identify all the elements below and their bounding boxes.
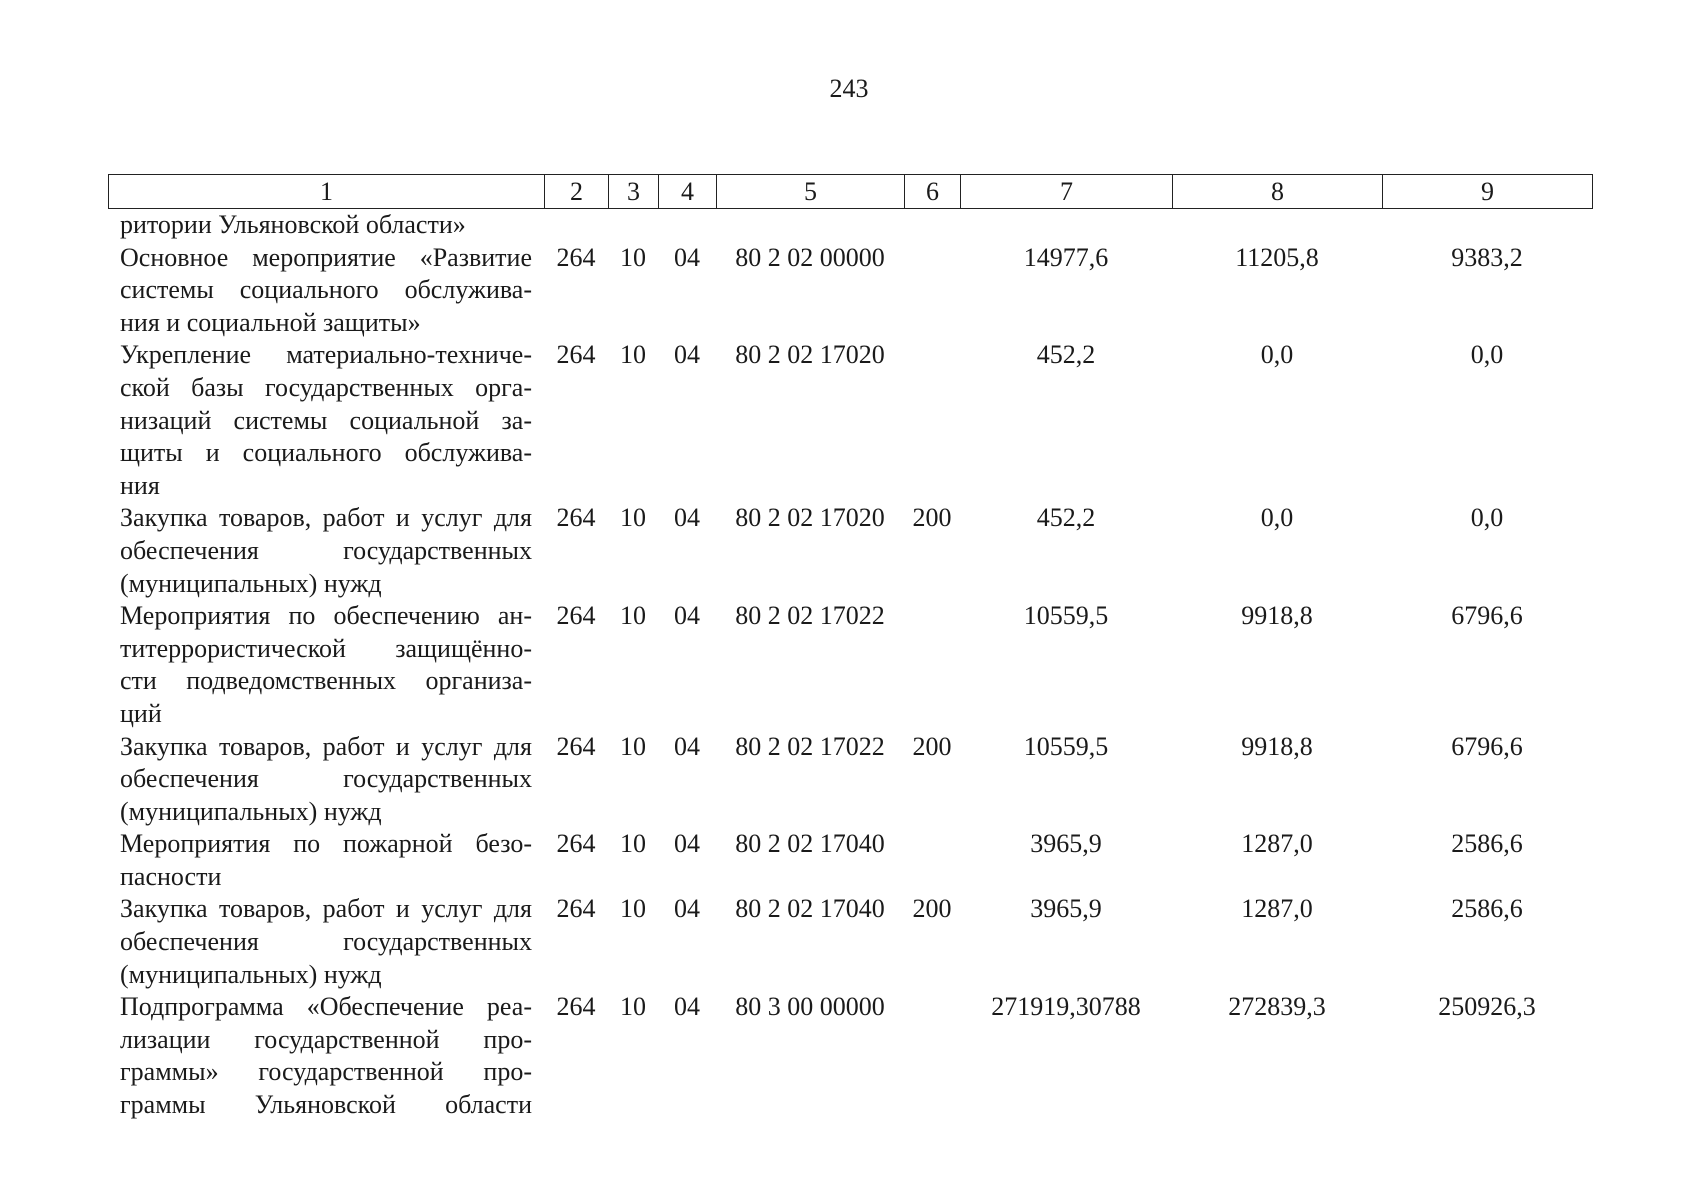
row-description — [108, 339, 544, 502]
cell-c7: 10559,5 — [1023, 601, 1109, 631]
cell-c2: 264 — [556, 242, 596, 272]
table-row — [108, 339, 1592, 502]
description-line: Мероприятия по обеспечению ан- — [120, 601, 532, 631]
column-header-6: 6 — [905, 175, 961, 209]
cell-c6: 200 — [912, 503, 952, 533]
cell-c3: 10 — [620, 242, 646, 272]
description-line: низаций системы социальной за- — [120, 405, 532, 435]
cell-c2: 264 — [556, 731, 596, 761]
column-header-8: 8 — [1173, 175, 1383, 209]
cell-c2: 264 — [556, 829, 596, 859]
cell-c7: 271919,30788 — [991, 992, 1141, 1022]
description-line: Закупка товаров, работ и услуг для — [120, 503, 532, 533]
column-header-3: 3 — [609, 175, 659, 209]
table-header — [108, 174, 1593, 209]
cell-c3: 10 — [620, 731, 646, 761]
cell-c7: 14977,6 — [1023, 242, 1109, 272]
cell-c8: 1287,0 — [1241, 894, 1313, 924]
description-line: обеспечения государственных — [120, 927, 532, 957]
cell-c5: 80 2 02 17040 — [735, 894, 885, 924]
cell-c4: 04 — [674, 601, 700, 631]
cell-c9: 2586,6 — [1451, 894, 1523, 924]
description-line: (муниципальных) нужд — [120, 796, 382, 826]
table-row — [108, 242, 1592, 340]
description-line: (муниципальных) нужд — [120, 568, 382, 598]
cell-c2: 264 — [556, 340, 596, 370]
cell-c5: 80 2 02 17022 — [735, 731, 885, 761]
description-line: граммы» государственной про- — [120, 1057, 532, 1087]
cell-c4: 04 — [674, 503, 700, 533]
row-description — [108, 991, 544, 1121]
cell-c8: 9918,8 — [1241, 601, 1313, 631]
cell-c5: 80 2 02 00000 — [735, 242, 885, 272]
cell-c3: 10 — [620, 503, 646, 533]
description-line: Закупка товаров, работ и услуг для — [120, 894, 532, 924]
description-line: обеспечения государственных — [120, 535, 532, 565]
description-line: ния — [120, 470, 160, 500]
cell-c4: 04 — [674, 992, 700, 1022]
description-line: ния и социальной защиты» — [120, 307, 421, 337]
cell-c9: 2586,6 — [1451, 829, 1523, 859]
table-row — [108, 209, 1592, 242]
cell-c7: 10559,5 — [1023, 731, 1109, 761]
description-line: титеррористической защищённо- — [120, 633, 532, 663]
cell-c7: 452,2 — [1036, 503, 1096, 533]
cell-c7: 452,2 — [1036, 340, 1096, 370]
cell-c4: 04 — [674, 731, 700, 761]
cell-c8: 0,0 — [1260, 503, 1294, 533]
cell-c5: 80 3 00 00000 — [735, 992, 885, 1022]
cell-c4: 04 — [674, 242, 700, 272]
description-line: Закупка товаров, работ и услуг для — [120, 731, 532, 761]
cell-c3: 10 — [620, 894, 646, 924]
cell-c6: 200 — [912, 894, 952, 924]
description-line: лизации государственной про- — [120, 1024, 532, 1054]
cell-c8: 0,0 — [1260, 340, 1294, 370]
row-description — [108, 893, 544, 991]
description-line: Мероприятия по пожарной безо- — [120, 829, 532, 859]
cell-c4: 04 — [674, 829, 700, 859]
column-header-5: 5 — [717, 175, 905, 209]
cell-c3: 10 — [620, 340, 646, 370]
cell-c2: 264 — [556, 992, 596, 1022]
row-description — [108, 600, 544, 730]
column-header-7: 7 — [961, 175, 1173, 209]
cell-c9: 0,0 — [1470, 503, 1504, 533]
cell-c7: 3965,9 — [1030, 829, 1102, 859]
cell-c3: 10 — [620, 601, 646, 631]
page-number: 243 — [829, 74, 869, 103]
description-line: граммы Ульяновской области — [120, 1090, 532, 1120]
column-header-1: 1 — [109, 175, 545, 209]
description-line: обеспечения государственных — [120, 764, 532, 794]
cell-c9: 6796,6 — [1451, 731, 1523, 761]
cell-c5: 80 2 02 17020 — [735, 503, 885, 533]
cell-c4: 04 — [674, 340, 700, 370]
cell-c2: 264 — [556, 894, 596, 924]
cell-c5: 80 2 02 17040 — [735, 829, 885, 859]
row-description — [108, 242, 544, 340]
description-line: системы социального обслужива- — [120, 275, 532, 305]
cell-c3: 10 — [620, 829, 646, 859]
cell-c2: 264 — [556, 503, 596, 533]
description-line: ций — [120, 698, 162, 728]
cell-c9: 250926,3 — [1438, 992, 1536, 1022]
description-line: Подпрограмма «Обеспечение реа- — [120, 992, 532, 1022]
cell-c8: 11205,8 — [1235, 242, 1319, 272]
cell-c9: 0,0 — [1470, 340, 1504, 370]
row-description — [108, 731, 544, 829]
table-row — [108, 600, 1592, 730]
table-row — [108, 828, 1592, 893]
table-row — [108, 991, 1592, 1121]
description-line: пасности — [120, 861, 222, 891]
column-header-2: 2 — [545, 175, 609, 209]
cell-c8: 272839,3 — [1228, 992, 1326, 1022]
cell-c9: 6796,6 — [1451, 601, 1523, 631]
table-row — [108, 502, 1592, 600]
table-body — [108, 209, 1592, 1122]
column-header-9: 9 — [1383, 175, 1593, 209]
table-row — [108, 731, 1592, 829]
cell-c6: 200 — [912, 731, 952, 761]
description-line: (муниципальных) нужд — [120, 959, 382, 989]
description-line: сти подведомственных организа- — [120, 666, 532, 696]
cell-c9: 9383,2 — [1451, 242, 1523, 272]
cell-c2: 264 — [556, 601, 596, 631]
row-description — [108, 828, 544, 893]
cell-c8: 1287,0 — [1241, 829, 1313, 859]
cell-c8: 9918,8 — [1241, 731, 1313, 761]
row-description — [108, 502, 544, 600]
cell-c5: 80 2 02 17020 — [735, 340, 885, 370]
description-line: Укрепление материально-техниче- — [120, 340, 532, 370]
row-description — [108, 209, 544, 242]
description-line: щиты и социального обслужива- — [120, 438, 532, 468]
table-row — [108, 893, 1592, 991]
description-line: ской базы государственных орга- — [120, 372, 532, 402]
cell-c4: 04 — [674, 894, 700, 924]
column-header-4: 4 — [659, 175, 717, 209]
cell-c3: 10 — [620, 992, 646, 1022]
description-line: Основное мероприятие «Развитие — [120, 242, 532, 272]
cell-c7: 3965,9 — [1030, 894, 1102, 924]
description-line: ритории Ульяновской области» — [120, 210, 466, 239]
cell-c5: 80 2 02 17022 — [735, 601, 885, 631]
